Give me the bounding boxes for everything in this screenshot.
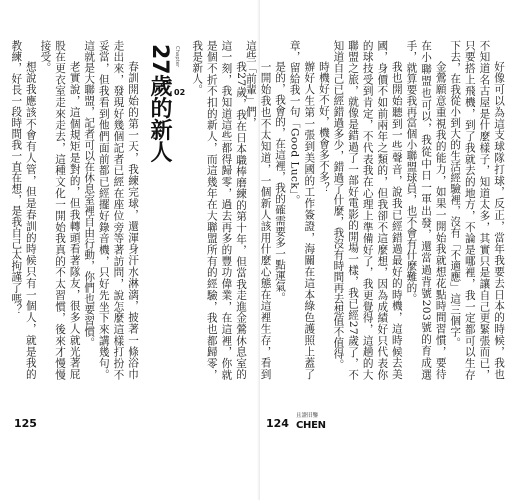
paragraph: 一開始我也不太知道，一個新人該用什麼心態在這裡生存，看到這些「前輩」們，: [244, 40, 272, 380]
body-text-left-b: [10, 40, 140, 380]
chapter-tag: Chapter: [174, 46, 180, 68]
right-page: [244, 0, 520, 500]
body-text-right: [244, 40, 506, 380]
paragraph: 是的，我會的，在這裡，我的確需要多一點運氣。: [274, 61, 287, 304]
paragraph: 我也開始聽到一些聲音，說我已經錯過最好的時機，這時候去美國，身價不如前兩年之類的，但我卻不這麼想，因為成績好只代表你的球技受到肯定，不代表我在心理上準備好了，我更覺得，這趟的大聯盟之旅，就像是錯過了一部好電影的開場一樣，我已經27歲了，不知道自己已經錯過多少，錯過了什麼，我沒有時間再去想值不值得。: [332, 40, 403, 380]
page-number-right: 124: [266, 417, 289, 430]
paragraph: 春訓開始的第一天，我練完球，還渾身汗水淋漓，披著一條浴巾走出來，發現好幾個記者已經在座位旁等著訪問，說怎麼這樣打扮不妥當，但我看到他們面前都已經擺好錄音機，只好先坐下來講幾句。這就是大聯盟，記者可以在休息室裡自由行動，你們也要習慣。: [83, 40, 139, 380]
paragraph: 金鶯願意重視我的能力，如果一開始我就想花點時間習慣，要待在小聯盟也可以，我從中日一軍出發，還當過背號203號的育成選手，就算要我再當個小聯盟球員，也不會有什麼難的。: [405, 40, 447, 380]
author-logo: [296, 412, 330, 436]
logo-top-text: 且證旧鑒: [296, 413, 319, 419]
paragraph: 時機好不好，機會多不多？: [317, 61, 330, 194]
chapter-index: 02: [174, 88, 186, 97]
page-number-left: 125: [14, 417, 37, 430]
paragraph: 想說我應該不會有人管，但是春訓的時候只有一個人，就是我的教練，好長一段時間我一直在想，是我自己太拘謹了嗎？: [10, 40, 37, 380]
chapter-heading: [146, 44, 214, 164]
logo-bottom-text: CHEN: [296, 420, 326, 431]
paragraph: 我27歲，我在日本職棒磨練的第十年，但當我走進金鶯休息室的這一刻，我知道這些都得歸零，過去再多的豐功偉業，在這裡，你就是個不折不扣的新人，而這幾年在大聯盟所有的經驗，我也都歸零，我是新人。: [191, 40, 247, 380]
paragraph: 老實說，這個規矩是對的，但我轉頭看著隊友，很多人就光著屁股在更衣室走來走去，這種文化一開始我真的不太習慣，後來才慢慢接受。: [39, 40, 81, 380]
paragraph: 好像可以為這支球隊打球，反正，當年我要去日本的時候，我也不知道名古屋是什麼樣子，知道太多，其實只是讓自己更緊張而已，只要搭上飛機，到了我就去的地方，不論是哪裡，我一定都可以生存下去，在我從小到大的生活經驗裡，沒有「不適應」這三個字。: [449, 40, 505, 380]
chapter-title: 27歲的新人: [147, 44, 172, 163]
paragraph: 辦好人生第一張到美國的工作簽證，海關在這本綠色護照上蓋了章，留給我一句「Good Luck」。: [288, 40, 316, 380]
